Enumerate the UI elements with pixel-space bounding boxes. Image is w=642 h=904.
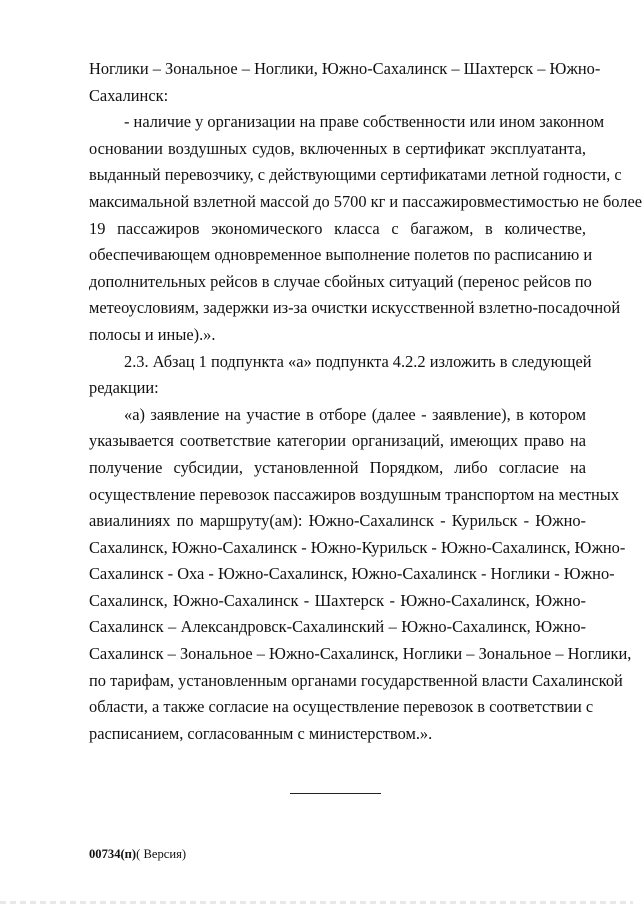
text-line: Ноглики – Зональное – Ноглики, Южно-Сахалинск – Шахтерск – Южно- <box>89 59 601 78</box>
text-line: Сахалинск – Александровск-Сахалинский – Южно-Сахалинск, Южно- <box>89 617 586 637</box>
text-line: дополнительных рейсов в случае сбойных ситуаций (перенос рейсов по <box>89 271 592 291</box>
closing-separator-line <box>290 793 381 794</box>
text-line: 19 пассажиров экономического класса с багажом, в количестве, <box>89 218 586 238</box>
document-code: 00734(п) <box>89 847 137 861</box>
text-line: максимальной взлетной массой до 5700 кг и пассажировместимостью не более <box>89 191 642 211</box>
text-line: обеспечивающем одновременное выполнение полетов по расписанию и <box>89 245 593 265</box>
text-line: расписанием, согласованным с министерством.». <box>89 723 433 743</box>
text-line: Сахалинск - Оха - Южно-Сахалинск, Южно-Сахалинск - Ноглики - Южно- <box>89 564 615 584</box>
text-line: полосы и иные).». <box>89 324 216 344</box>
text-line: авиалиниях по маршруту(ам): Южно-Сахалинск - Курильск - Южно- <box>89 511 586 531</box>
text-line: выданный перевозчику, с действующими сертификатами летной годности, с <box>89 165 622 185</box>
document-body <box>89 56 642 747</box>
text-line: получение субсидии, установленной Порядком, либо согласие на <box>89 457 586 477</box>
document-version-label: ( Версия) <box>136 847 187 861</box>
text-line: 2.3. Абзац 1 подпункта «а» подпункта 4.2.2 изложить в следующей <box>124 351 592 371</box>
text-line: - наличие у организации на праве собственности или ином законном <box>124 112 605 132</box>
text-line: Сахалинск – Зональное – Южно-Сахалинск, Ноглики – Зональное – Ноглики, <box>89 644 632 664</box>
text-line: по тарифам, установленным органами государственной власти Сахалинской <box>89 670 623 690</box>
text-line: основании воздушных судов, включенных в сертификат эксплуатанта, <box>89 138 586 158</box>
text-line: Сахалинск, Южно-Сахалинск - Южно-Курильск - Южно-Сахалинск, Южно- <box>89 537 626 557</box>
document-footer-code <box>89 846 186 862</box>
text-line: редакции: <box>89 378 159 398</box>
text-line: осуществление перевозок пассажиров воздушным транспортом на местных <box>89 484 620 504</box>
text-line: метеоусловиям, задержки из-за очистки искусственной взлетно-посадочной <box>89 298 621 318</box>
text-line: Сахалинск, Южно-Сахалинск - Шахтерск - Южно-Сахалинск, Южно- <box>89 590 586 610</box>
text-line: области, а также согласие на осуществление перевозок в соответствии с <box>89 697 594 717</box>
document-text-lines <box>89 56 642 747</box>
text-line: указывается соответствие категории организаций, имеющих право на <box>89 431 586 451</box>
text-line: Сахалинск: <box>89 85 169 105</box>
text-line: «а) заявление на участие в отборе (далее - заявление), в котором <box>124 404 586 424</box>
